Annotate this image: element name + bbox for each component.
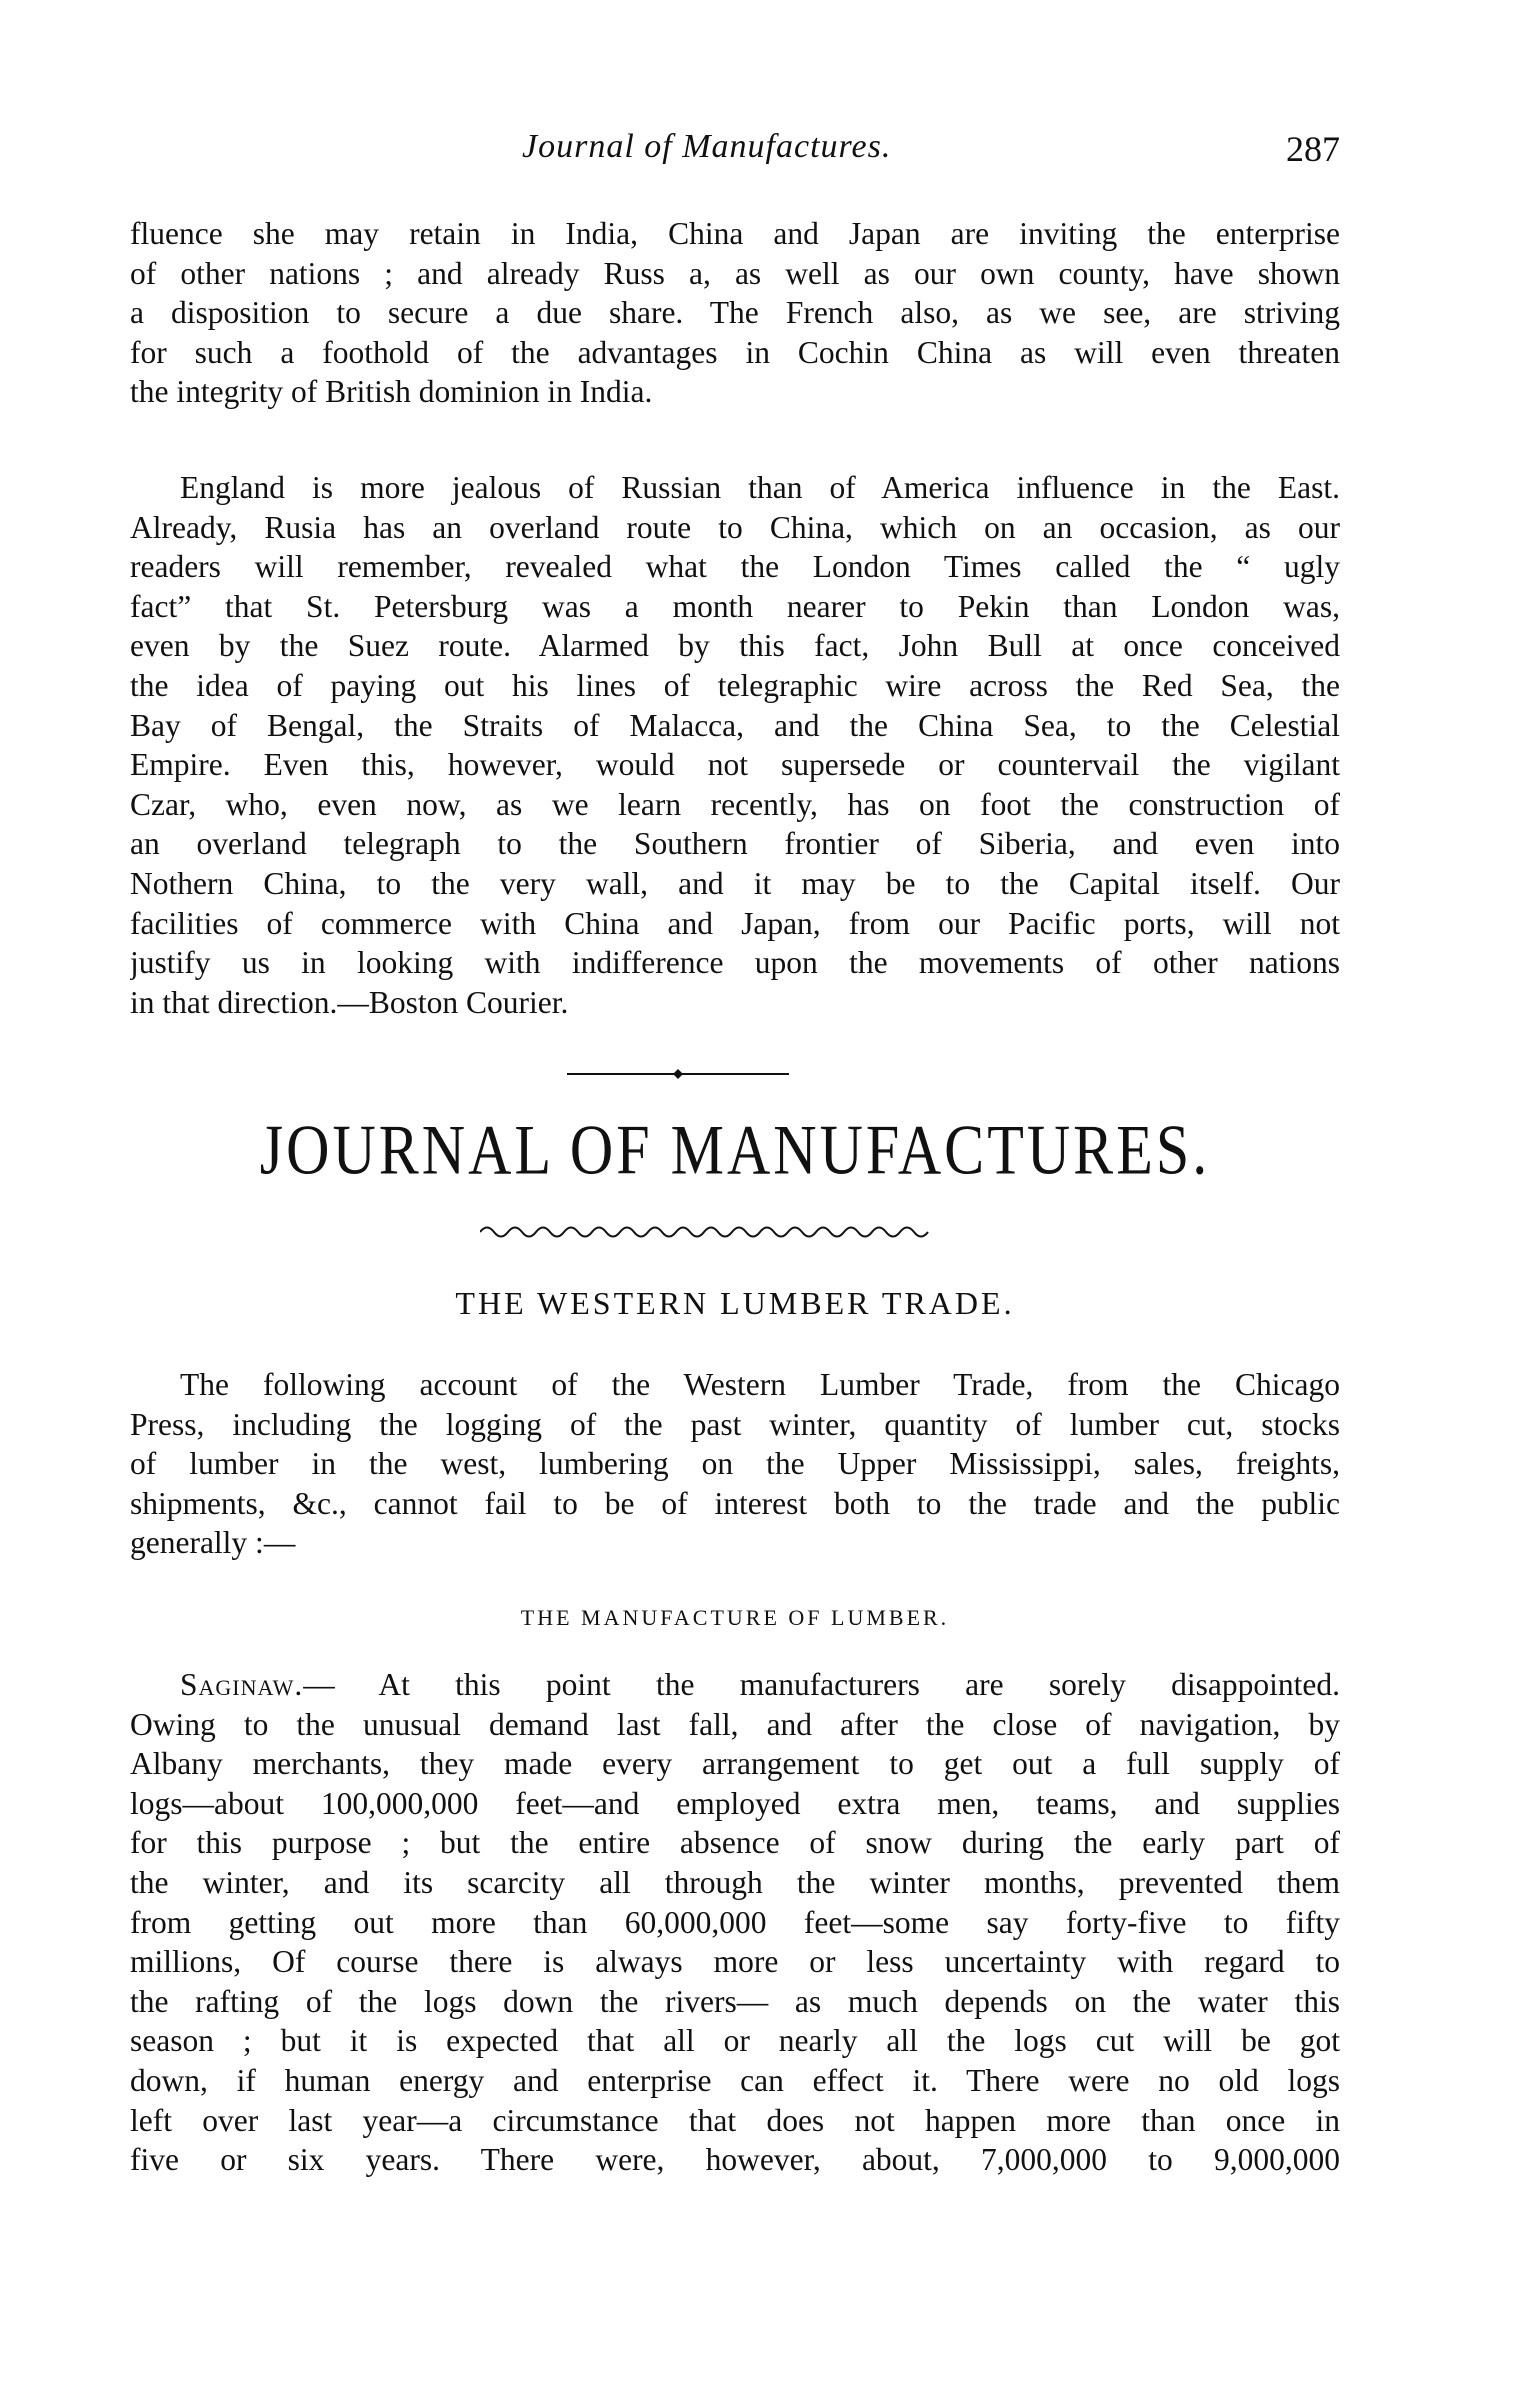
section-saginaw (130, 1665, 1340, 2180)
text-line: the winter, and its scarcity all through the winter months, prevented them (130, 1864, 1340, 1900)
text-line: logs—about 100,000,000 feet—and employed extra men, teams, and supplies (130, 1785, 1340, 1821)
text-line: Nothern China, to the very wall, and it may be to the Capital itself. Our (130, 865, 1340, 901)
text-line: readers will remember, revealed what the London Times called the “ ugly (130, 549, 1340, 585)
article-title: THE WESTERN LUMBER TRADE. (455, 1285, 1015, 1321)
ornamental-rule (567, 1068, 789, 1080)
paragraph-continued (130, 214, 1340, 412)
text-line: for such a foothold of the advantages in Cochin China as will even threaten (130, 334, 1340, 370)
paragraph-russian-influence (130, 468, 1340, 1022)
text-line: Owing to the unusual demand last fall, and after the close of navigation, by (130, 1706, 1340, 1742)
text-line: facilities of commerce with China and Japan, from our Pacific ports, will not (130, 905, 1340, 941)
text-line-rest: — At this point the manufacturers are sorely disappointed. (303, 1667, 1340, 1702)
text-line: even by the Suez route. Alarmed by this fact, John Bull at once conceived (130, 628, 1340, 664)
text-line: the idea of paying out his lines of telegraphic wire across the Red Sea, the (130, 667, 1340, 703)
text-line: Press, including the logging of the past winter, quantity of lumber cut, stocks (130, 1406, 1340, 1442)
page-number: 287 (1286, 129, 1340, 169)
text-line: justify us in looking with indifference upon the movements of other nations (130, 945, 1340, 981)
text-line: Already, Rusia has an overland route to China, which on an occasion, as our (130, 509, 1340, 545)
text-line: Bay of Bengal, the Straits of Malacca, and the China Sea, to the Celestial (130, 707, 1340, 743)
text-line: of other nations ; and already Russ a, as well as our own county, have shown (130, 255, 1340, 291)
text-line: of lumber in the west, lumbering on the Upper Mississippi, sales, freights, (130, 1446, 1340, 1482)
text-line: season ; but it is expected that all or nearly all the logs cut will be got (130, 2023, 1340, 2059)
text-line: The following account of the Western Lumber Trade, from the Chicago (180, 1367, 1340, 1402)
running-head (130, 128, 1340, 178)
running-title: Journal of Manufactures. (522, 128, 892, 165)
text-line: the rafting of the logs down the rivers— as much depends on the water this (130, 1983, 1340, 2019)
text-line: for this purpose ; but the entire absence of snow during the early part of (130, 1825, 1340, 1861)
text-line: the integrity of British dominion in India. (130, 374, 653, 410)
wavy-rule (480, 1220, 932, 1244)
text-line (130, 1665, 1340, 1705)
text-line: Empire. Even this, however, would not supersede or countervail the vigilant (130, 747, 1340, 783)
text-line: Albany merchants, they made every arrangement to get out a full supply of (130, 1746, 1340, 1782)
text-line: a disposition to secure a due share. The French also, as we see, are striving (130, 295, 1340, 331)
section-lead: Saginaw. (180, 1667, 304, 1702)
text-line: millions, Of course there is always more or less uncertainty with regard to (130, 1944, 1340, 1980)
text-line: an overland telegraph to the Southern frontier of Siberia, and even into (130, 826, 1340, 862)
article-intro (130, 1365, 1340, 1563)
section-title: THE MANUFACTURE OF LUMBER. (520, 1605, 950, 1630)
text-line: fluence she may retain in India, China and Japan are inviting the enterprise (130, 216, 1340, 251)
text-line: generally :— (130, 1525, 296, 1561)
text-line: left over last year—a circumstance that does not happen more than once in (130, 2102, 1340, 2138)
masthead-title: JOURNAL OF MANUFACTURES. (259, 1111, 1211, 1190)
text-line: England is more jealous of Russian than of America influence in the East. (180, 470, 1340, 505)
text-line: down, if human energy and enterprise can effect it. There were no old logs (130, 2062, 1340, 2098)
text-line: shipments, &c., cannot fail to be of interest both to the trade and the public (130, 1485, 1340, 1521)
text-line: fact” that St. Petersburg was a month nearer to Pekin than London was, (130, 588, 1340, 624)
text-line: Czar, who, even now, as we learn recently, has on foot the construction of (130, 786, 1340, 822)
text-line: in that direction.—Boston Courier. (130, 984, 569, 1020)
text-line: five or six years. There were, however, about, 7,000,000 to 9,000,000 (130, 2142, 1340, 2178)
text-line: from getting out more than 60,000,000 feet—some say forty-five to fifty (130, 1904, 1340, 1940)
